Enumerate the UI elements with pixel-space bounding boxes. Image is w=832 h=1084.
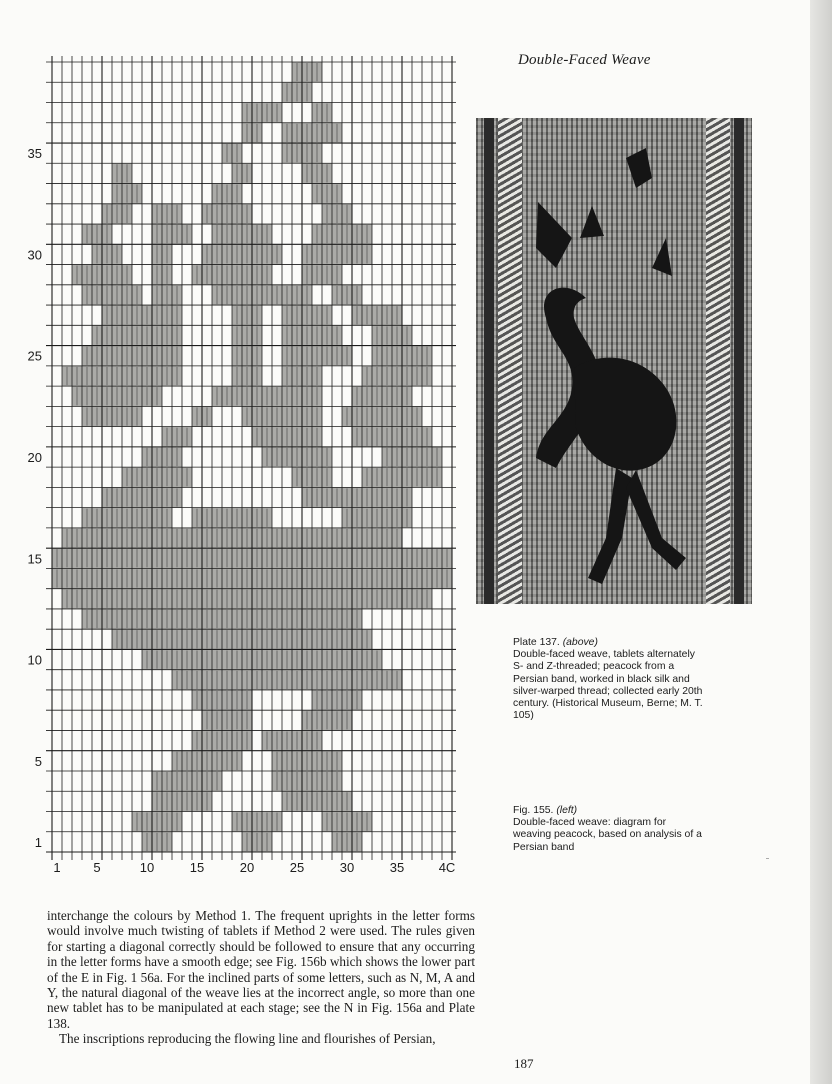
y-tick-label: 20: [27, 450, 42, 465]
caption-line: Double-faced weave: diagram for: [513, 817, 667, 829]
plate-caption: [513, 637, 753, 722]
x-tick-label: 20: [239, 860, 255, 875]
caption-line: century. (Historical Museum, Berne; M. T.: [513, 698, 703, 710]
peacock-figure: [476, 118, 752, 604]
paragraph: interchange the colours by Method 1. The frequent uprights in the letter forms would involve much twisting of tablets if Method 2 were used. The rules given for starting a diagonal correctly should be followed to ensure that any occurring in the letter forms have a smooth edge; see Fig. 156b which shows the lower part of the E in Fig. 1 56a. For the inclined parts of some letters, such as N, M, A and Y, the natural diagonal of the weave lies at the incorrect angle, so more than one new tablet has to be manipulated at each stage; see the N in Fig. 156a and Plate 138.: [47, 908, 475, 1031]
x-tick-label: 15: [189, 860, 205, 875]
page-number: 187: [514, 1056, 534, 1071]
y-tick-label: 5: [34, 753, 42, 769]
caption-line: Persian band, worked in black silk and: [513, 673, 690, 685]
body-text: [47, 908, 475, 1047]
caption-line: weaving peacock, based on analysis of a: [513, 829, 702, 841]
x-tick-label: 35: [389, 860, 405, 875]
caption-line: Persian band: [513, 841, 575, 853]
y-tick-label: 10: [27, 652, 42, 668]
plate-caption-title: Plate 137. (above): [513, 637, 598, 648]
figure-caption-title: Fig. 155. (left): [513, 805, 578, 816]
caption-line: 105): [513, 710, 534, 722]
y-tick-label: 25: [27, 348, 42, 364]
paper-speck: [766, 858, 769, 859]
caption-line: S- and Z-threaded; peacock from a: [513, 661, 675, 673]
running-head: Double-Faced Weave: [518, 52, 651, 68]
x-tick-label: 4C: [438, 860, 456, 875]
plate-photo: [476, 118, 752, 604]
x-tick-label: 25: [289, 860, 305, 875]
y-tick-label: 15: [27, 551, 42, 567]
y-tick-label: 30: [27, 247, 42, 263]
y-tick-label: 1: [34, 834, 42, 850]
x-tick-label: 5: [93, 860, 101, 875]
weaving-chart: [0, 0, 480, 880]
caption-line: Double-faced weave, tablets alternately: [513, 649, 695, 661]
x-tick-label: 1: [53, 860, 61, 875]
paragraph: The inscriptions reproducing the flowing line and flourishes of Persian,: [59, 1031, 436, 1047]
book-gutter: [810, 0, 832, 1084]
x-tick-label: 30: [339, 860, 355, 875]
x-tick-label: 10: [139, 860, 155, 875]
caption-line: silver-warped thread; collected early 20th: [513, 685, 703, 697]
y-tick-label: 35: [27, 146, 42, 162]
figure-caption: [513, 805, 753, 854]
